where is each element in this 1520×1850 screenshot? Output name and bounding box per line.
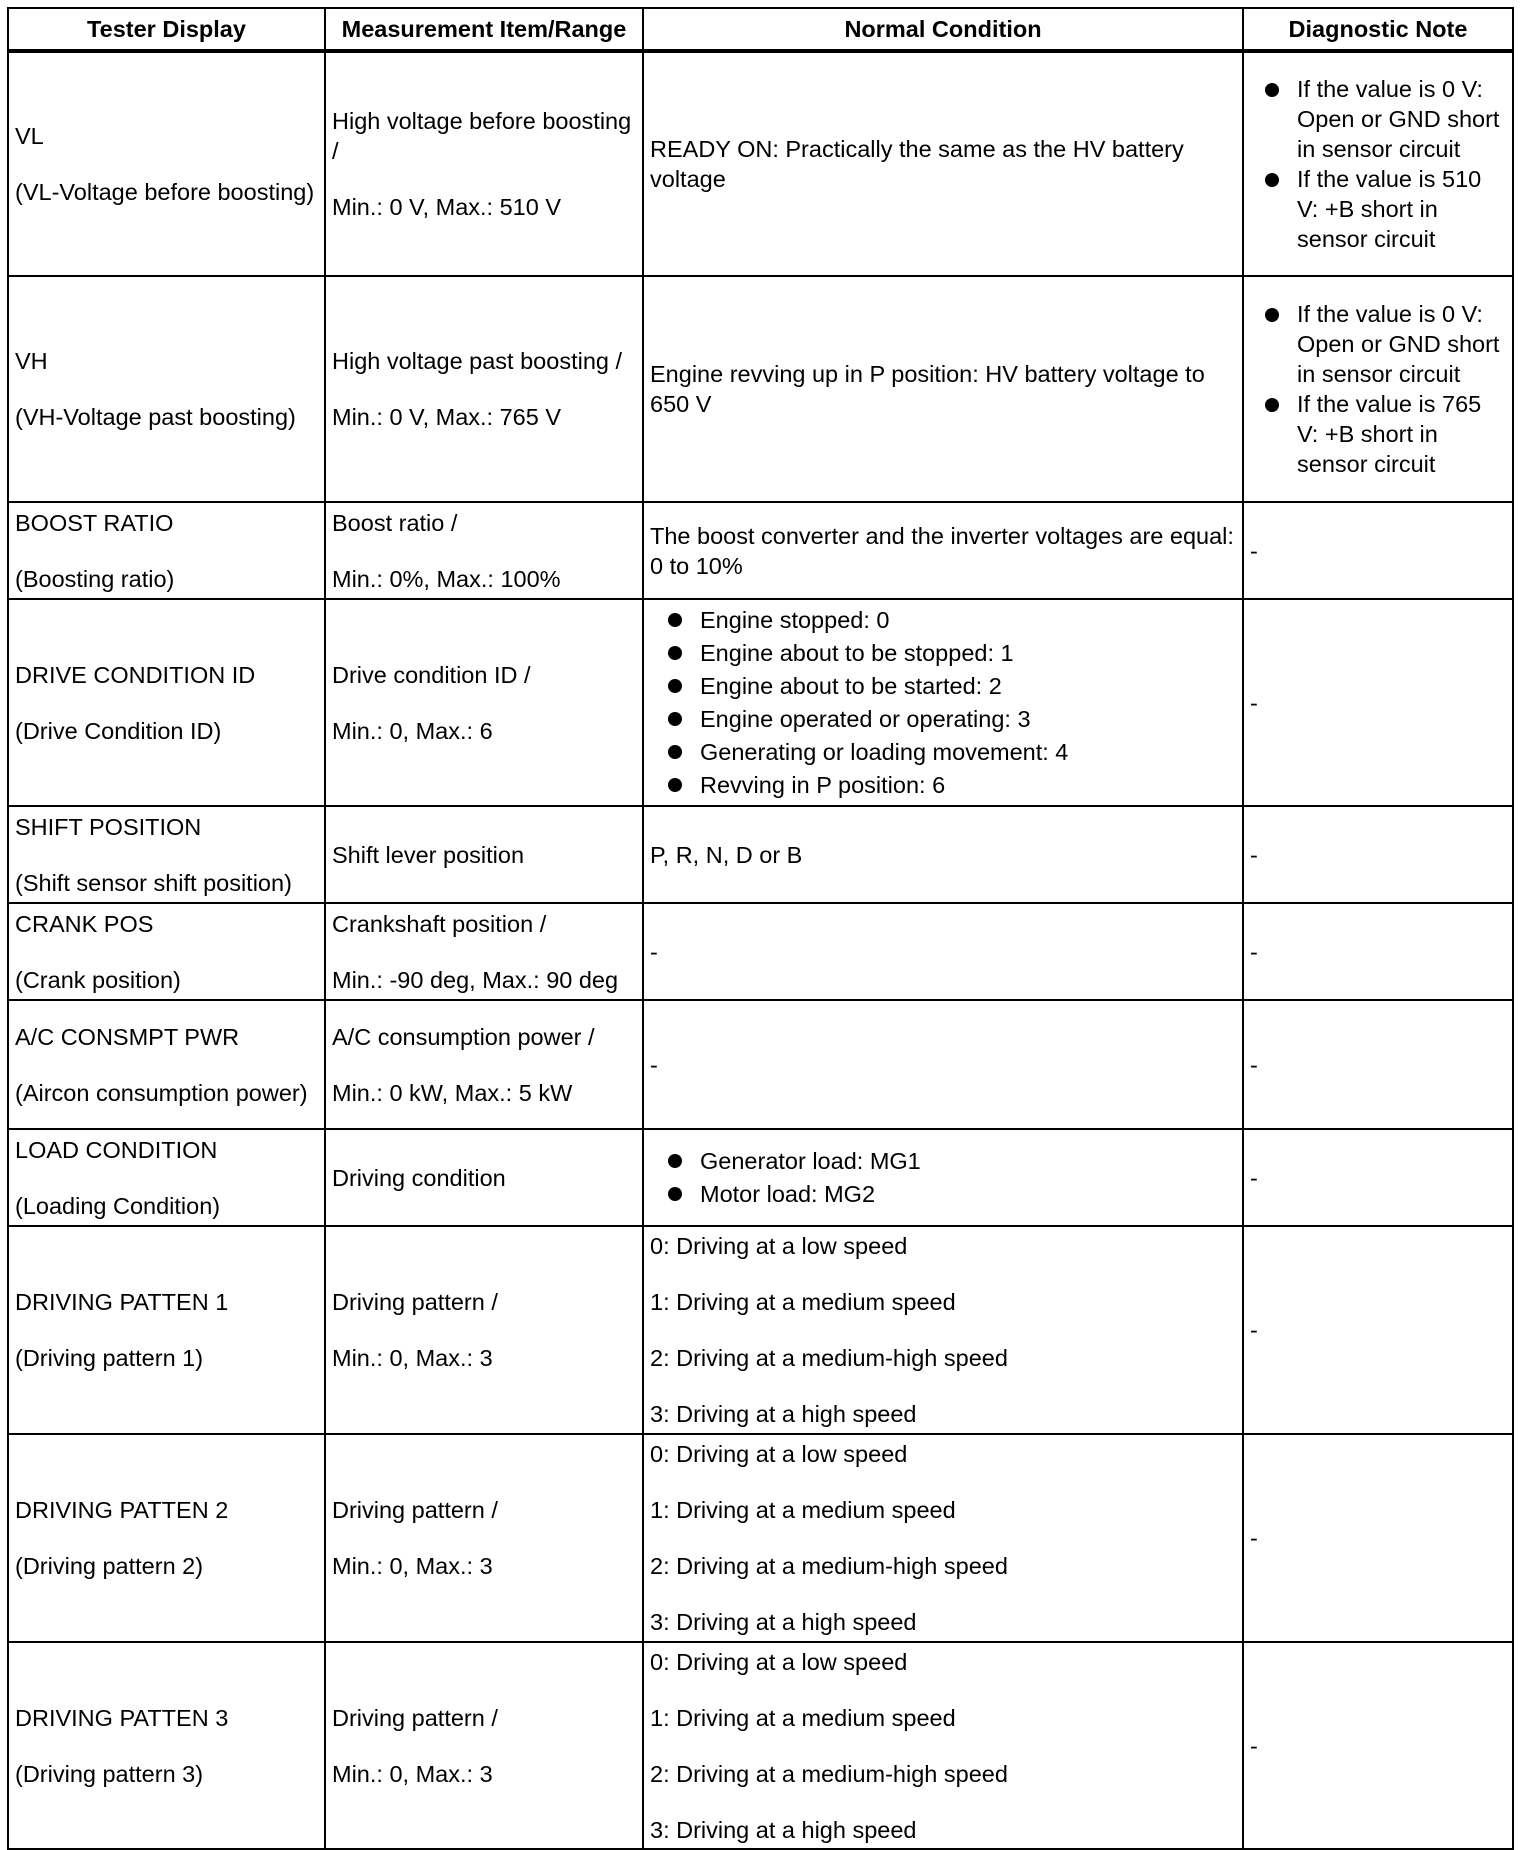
normal-condition: -: [650, 1051, 658, 1078]
diagnostic-note-item: If the value is 0 V: Open or GND short in sensor circuit: [1250, 299, 1506, 389]
diagnostic-note-item: If the value is 510 V: +B short in sensor circuit: [1250, 164, 1506, 254]
normal-condition: -: [650, 938, 658, 965]
tester-display: VL: [15, 123, 44, 149]
tester-display-sub: (Drive Condition ID): [15, 717, 222, 744]
measurement-item: Driving condition: [332, 1164, 506, 1191]
normal-condition-line: 2: Driving at a medium-high speed: [650, 1760, 1008, 1787]
tester-display-cell: [8, 1226, 325, 1434]
diagnostic-note-cell: [1243, 903, 1513, 1000]
header-diagnostic-note: Diagnostic Note: [1243, 8, 1513, 51]
normal-condition-cell: [643, 502, 1243, 599]
tester-display: DRIVING PATTEN 2: [15, 1497, 229, 1523]
tester-display-cell: [8, 276, 325, 502]
table-row: [8, 599, 1513, 806]
tester-display-cell: [8, 1434, 325, 1642]
table-row: [8, 1000, 1513, 1129]
measurement-range: Min.: 0, Max.: 3: [332, 1760, 493, 1787]
table-row: [8, 1642, 1513, 1849]
normal-condition-line: 2: Driving at a medium-high speed: [650, 1553, 1008, 1579]
diagnostic-note-cell: [1243, 276, 1513, 502]
measurement-cell: [325, 806, 643, 903]
tester-display-cell: [8, 502, 325, 599]
normal-condition-line: 3: Driving at a high speed: [650, 1401, 917, 1427]
measurement-range: Min.: 0, Max.: 3: [332, 1553, 493, 1579]
measurement-item: High voltage past boosting /: [332, 348, 623, 374]
measurement-range: Min.: 0 kW, Max.: 5 kW: [332, 1079, 573, 1106]
normal-condition-cell: [643, 276, 1243, 502]
diagnostic-note: -: [1250, 1164, 1258, 1191]
normal-condition-line: 1: Driving at a medium speed: [650, 1289, 956, 1315]
normal-condition: The boost converter and the inverter voltages are equal: 0 to 10%: [650, 522, 1234, 579]
tester-display-cell: [8, 51, 325, 276]
diagnostic-note: -: [1250, 938, 1258, 965]
diagnostic-note-cell: [1243, 1226, 1513, 1434]
normal-condition-cell: [643, 806, 1243, 903]
diagnostic-note: -: [1250, 1317, 1258, 1343]
measurement-cell: [325, 1129, 643, 1226]
tester-display-sub: (Driving pattern 2): [15, 1553, 204, 1579]
table-row: [8, 903, 1513, 1000]
tester-display-cell: [8, 806, 325, 903]
measurement-item: Driving pattern /: [332, 1289, 498, 1315]
diagnostic-note: -: [1250, 689, 1258, 716]
tester-display: LOAD CONDITION: [15, 1136, 218, 1163]
normal-condition-line: 0: Driving at a low speed: [650, 1648, 908, 1675]
tester-display-cell: [8, 1642, 325, 1849]
measurement-cell: [325, 51, 643, 276]
table-row: [8, 1129, 1513, 1226]
normal-condition-item: Revving in P position: 6: [650, 769, 1236, 802]
normal-condition-line: 3: Driving at a high speed: [650, 1816, 917, 1843]
tester-display: DRIVE CONDITION ID: [15, 661, 256, 688]
normal-condition-item: Engine about to be stopped: 1: [650, 637, 1236, 670]
tester-display-sub: (VL-Voltage before boosting): [15, 179, 315, 205]
tester-display: BOOST RATIO: [15, 509, 174, 536]
normal-condition-cell: [643, 1642, 1243, 1849]
header-row: [8, 8, 1513, 51]
measurement-range: Min.: 0%, Max.: 100%: [332, 565, 561, 592]
tester-display-cell: [8, 903, 325, 1000]
measurement-cell: [325, 903, 643, 1000]
tester-display-cell: [8, 1000, 325, 1129]
diagnostic-note-cell: [1243, 502, 1513, 599]
diagnostic-note-cell: [1243, 1434, 1513, 1642]
measurement-range: Min.: 0 V, Max.: 510 V: [332, 194, 562, 220]
header-measurement: Measurement Item/Range: [325, 8, 643, 51]
normal-condition-cell: [643, 903, 1243, 1000]
measurement-cell: [325, 276, 643, 502]
diagnostic-note-cell: [1243, 51, 1513, 276]
diagnostic-note-cell: [1243, 1000, 1513, 1129]
normal-condition: READY ON: Practically the same as the HV battery voltage: [650, 136, 1184, 192]
normal-condition-cell: [643, 599, 1243, 806]
tester-display: DRIVING PATTEN 1: [15, 1289, 229, 1315]
measurement-item: Shift lever position: [332, 841, 525, 868]
diagnostic-note-item: If the value is 0 V: Open or GND short in sensor circuit: [1250, 74, 1506, 164]
table-row: [8, 806, 1513, 903]
normal-condition-cell: [643, 1434, 1243, 1642]
diagnostic-note: -: [1250, 1525, 1258, 1551]
tester-display: DRIVING PATTEN 3: [15, 1704, 229, 1731]
measurement-cell: [325, 599, 643, 806]
diagnostic-note: -: [1250, 1051, 1258, 1078]
normal-condition-item: Engine about to be started: 2: [650, 670, 1236, 703]
measurement-item: Driving pattern /: [332, 1704, 498, 1731]
normal-condition-line: 1: Driving at a medium speed: [650, 1497, 956, 1523]
tester-display-cell: [8, 1129, 325, 1226]
tester-display-sub: (VH-Voltage past boosting): [15, 404, 296, 430]
diagnostic-note: -: [1250, 841, 1258, 868]
header-normal-condition: Normal Condition: [643, 8, 1243, 51]
normal-condition-item: Engine stopped: 0: [650, 604, 1236, 637]
table-row: [8, 1434, 1513, 1642]
tester-display-sub: (Crank position): [15, 966, 181, 993]
measurement-range: Min.: 0, Max.: 6: [332, 717, 493, 744]
tester-display-sub: (Shift sensor shift position): [15, 869, 292, 896]
normal-condition-item: Generator load: MG1: [650, 1145, 1236, 1178]
measurement-item: A/C consumption power /: [332, 1023, 595, 1050]
data-list-table: [7, 7, 1514, 1850]
tester-display-sub: (Aircon consumption power): [15, 1079, 308, 1106]
measurement-item: Driving pattern /: [332, 1497, 498, 1523]
table-row: [8, 502, 1513, 599]
normal-condition-cell: [643, 1226, 1243, 1434]
measurement-range: Min.: -90 deg, Max.: 90 deg: [332, 966, 619, 993]
normal-condition-line: 2: Driving at a medium-high speed: [650, 1345, 1008, 1371]
tester-display-cell: [8, 599, 325, 806]
measurement-item: Boost ratio /: [332, 509, 458, 536]
diagnostic-note-cell: [1243, 1129, 1513, 1226]
header-tester-display: Tester Display: [8, 8, 325, 51]
tester-display-sub: (Boosting ratio): [15, 565, 175, 592]
normal-condition-item: Generating or loading movement: 4: [650, 736, 1236, 769]
tester-display: A/C CONSMPT PWR: [15, 1023, 240, 1050]
diagnostic-note-cell: [1243, 806, 1513, 903]
measurement-cell: [325, 1226, 643, 1434]
measurement-item: Drive condition ID /: [332, 661, 531, 688]
normal-condition-line: 0: Driving at a low speed: [650, 1233, 908, 1259]
tester-display-sub: (Driving pattern 1): [15, 1345, 204, 1371]
normal-condition-cell: [643, 1129, 1243, 1226]
measurement-item: High voltage before boosting /: [332, 108, 632, 164]
diagnostic-note-cell: [1243, 1642, 1513, 1849]
diagnostic-note: -: [1250, 1732, 1258, 1759]
tester-display: VH: [15, 348, 48, 374]
table-row: [8, 51, 1513, 276]
normal-condition-item: Motor load: MG2: [650, 1178, 1236, 1211]
measurement-cell: [325, 1000, 643, 1129]
tester-display: CRANK POS: [15, 910, 154, 937]
normal-condition-cell: [643, 51, 1243, 276]
tester-display: SHIFT POSITION: [15, 813, 202, 840]
measurement-cell: [325, 502, 643, 599]
normal-condition-line: 0: Driving at a low speed: [650, 1441, 908, 1467]
measurement-range: Min.: 0 V, Max.: 765 V: [332, 404, 562, 430]
diagnostic-note: -: [1250, 537, 1258, 564]
normal-condition-cell: [643, 1000, 1243, 1129]
diagnostic-note-item: If the value is 765 V: +B short in sensor circuit: [1250, 389, 1506, 479]
measurement-range: Min.: 0, Max.: 3: [332, 1345, 493, 1371]
table-row: [8, 1226, 1513, 1434]
normal-condition: P, R, N, D or B: [650, 841, 803, 868]
tester-display-sub: (Driving pattern 3): [15, 1760, 204, 1787]
measurement-item: Crankshaft position /: [332, 910, 547, 937]
tester-display-sub: (Loading Condition): [15, 1192, 221, 1219]
normal-condition: Engine revving up in P position: HV battery voltage to 650 V: [650, 361, 1205, 417]
measurement-cell: [325, 1642, 643, 1849]
diagnostic-note-cell: [1243, 599, 1513, 806]
document: [7, 7, 1514, 1850]
normal-condition-line: 3: Driving at a high speed: [650, 1609, 917, 1635]
normal-condition-item: Engine operated or operating: 3: [650, 703, 1236, 736]
measurement-cell: [325, 1434, 643, 1642]
normal-condition-line: 1: Driving at a medium speed: [650, 1704, 956, 1731]
table-row: [8, 276, 1513, 502]
